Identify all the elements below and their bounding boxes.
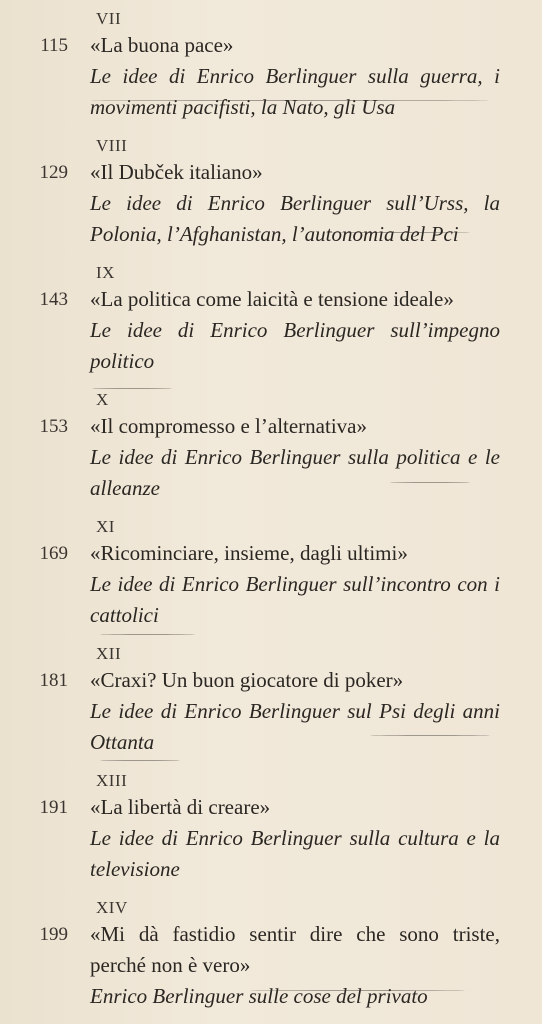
chapter-subtitle: Le idee di Enrico Berlinguer sulla cultura e la televisione [90, 826, 500, 881]
chapter-subtitle: Le idee di Enrico Berlinguer sull’incontro con i cattolici [90, 572, 500, 627]
toc-chapter [0, 897, 542, 1012]
chapter-number: XIII [96, 771, 128, 790]
pencil-underline-mark [370, 735, 490, 736]
toc-entry [0, 157, 542, 250]
chapter-subtitle: Le idee di Enrico Berlinguer sul Psi degli anni Ottanta [90, 699, 500, 754]
chapter-title: «Craxi? Un buon giocatore di poker» [90, 668, 404, 692]
entry-texts [90, 792, 500, 885]
entry-texts [90, 30, 500, 123]
toc-entry [0, 665, 542, 758]
toc-chapter [0, 770, 542, 885]
chapter-subtitle: Enrico Berlinguer sulle cose del privato [90, 984, 428, 1008]
toc-entry [0, 919, 542, 1012]
chapter-title: «La buona pace» [90, 33, 234, 57]
pencil-underline-mark [100, 634, 195, 635]
entry-texts [90, 538, 500, 631]
page-number: 129 [39, 162, 68, 183]
toc-entry [0, 538, 542, 631]
toc-chapter [0, 8, 542, 123]
page-number: 143 [39, 289, 68, 310]
entry-texts [90, 665, 500, 758]
toc-entry [0, 411, 542, 504]
table-of-contents [0, 8, 542, 1024]
page-number: 199 [39, 924, 68, 945]
chapter-number: IX [96, 263, 115, 282]
toc-chapter [0, 262, 542, 377]
chapter-number: XI [96, 517, 115, 536]
chapter-number: VII [96, 9, 122, 28]
toc-entry [0, 30, 542, 123]
chapter-number: XII [96, 644, 122, 663]
chapter-subtitle: Le idee di Enrico Berlinguer sull’Urss, la Polonia, l’Afghanistan, l’autonomia del Pci [90, 191, 500, 246]
chapter-number: VIII [96, 136, 128, 155]
chapter-subtitle: Le idee di Enrico Berlinguer sulla guerra, i movimenti pacifisti, la Nato, gli Usa [90, 64, 500, 119]
toc-entry [0, 792, 542, 885]
chapter-title: «Ricominciare, insieme, dagli ultimi» [90, 541, 408, 565]
page-number: 169 [39, 543, 68, 564]
pencil-underline-mark [100, 760, 180, 761]
toc-chapter [0, 516, 542, 631]
pencil-underline-mark [92, 388, 172, 389]
pencil-underline-mark [390, 482, 470, 483]
page-number: 191 [39, 797, 68, 818]
page-number: 181 [39, 670, 68, 691]
toc-chapter [0, 643, 542, 758]
page-number: 115 [40, 35, 68, 56]
toc-entry [0, 284, 542, 377]
entry-texts [90, 157, 500, 250]
chapter-subtitle: Le idee di Enrico Berlinguer sull’impegno politico [90, 318, 500, 373]
entry-texts [90, 919, 500, 1012]
chapter-number: XIV [96, 898, 128, 917]
entry-texts [90, 411, 500, 504]
chapter-number: X [96, 390, 109, 409]
pencil-underline-mark [90, 100, 490, 101]
entry-texts [90, 284, 500, 377]
pencil-underline-mark [330, 232, 470, 233]
chapter-title: «Il Dubček italiano» [90, 160, 263, 184]
chapter-subtitle: Le idee di Enrico Berlinguer sulla politica e le alleanze [90, 445, 500, 500]
chapter-title: «Mi dà fastidio sentir dire che sono triste, perché non è vero» [90, 922, 500, 977]
chapter-title: «La politica come laicità e tensione ideale» [90, 287, 454, 311]
toc-chapter [0, 389, 542, 504]
page-number: 153 [39, 416, 68, 437]
chapter-title: «Il compromesso e l’alternativa» [90, 414, 367, 438]
toc-chapter [0, 135, 542, 250]
pencil-underline-mark [250, 990, 465, 991]
chapter-title: «La libertà di creare» [90, 795, 271, 819]
